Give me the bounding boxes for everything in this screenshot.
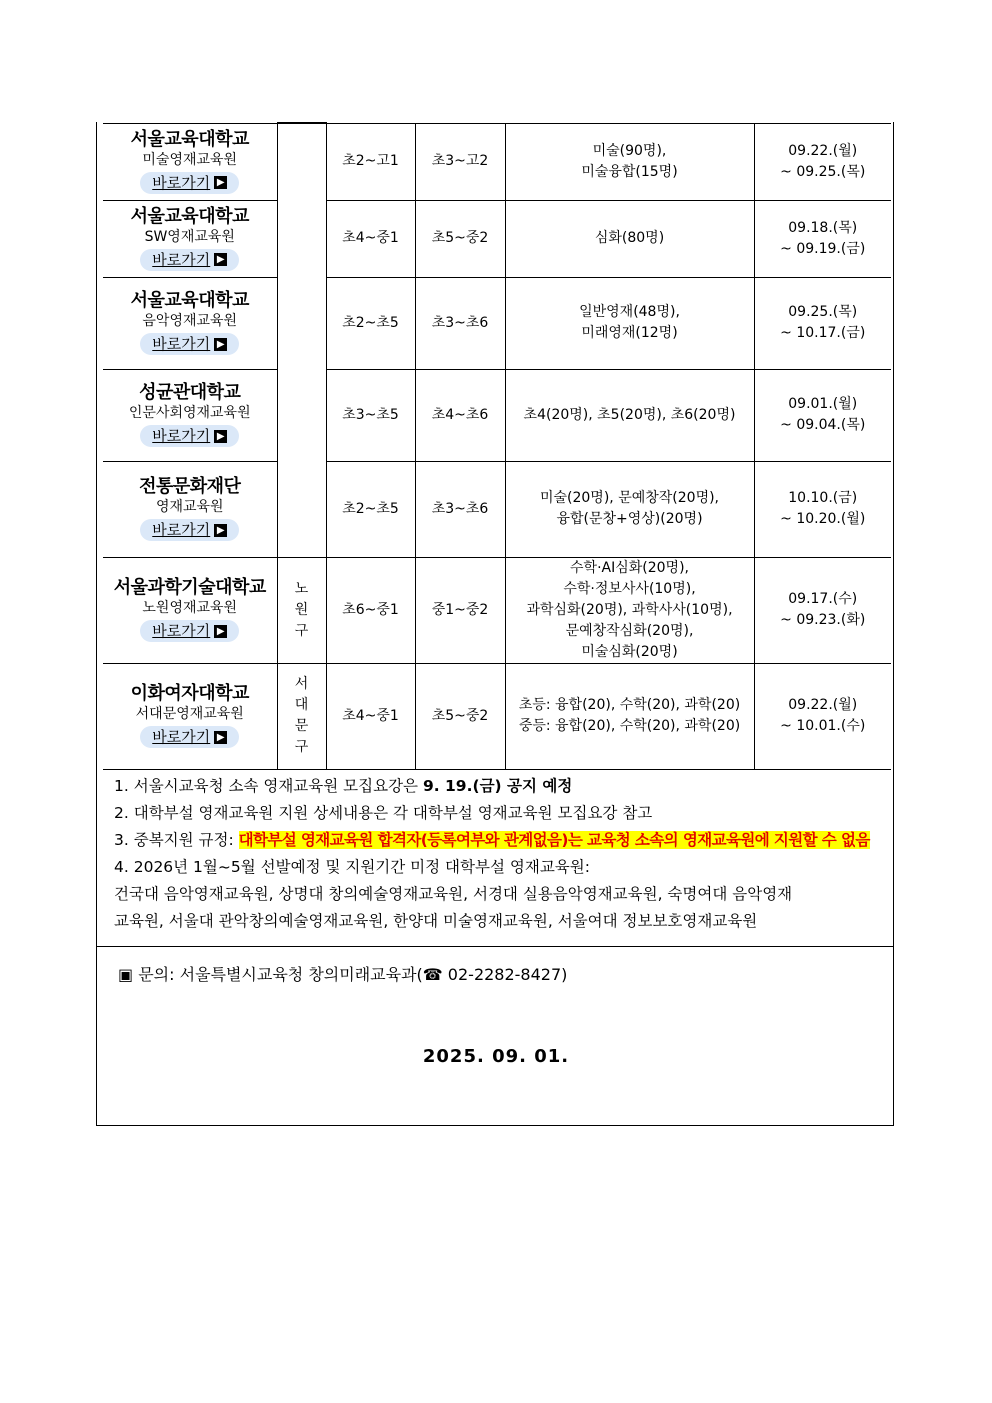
contact-line: [118, 962, 567, 985]
institution-name: 전통문화재단: [139, 476, 241, 497]
period-cell: [754, 461, 891, 557]
grade-current: 초3~초5: [326, 369, 415, 461]
period-cell: [754, 200, 891, 277]
institution-cell: [103, 663, 277, 769]
region-char: 서: [294, 676, 309, 692]
fields-cell: [505, 461, 754, 557]
region-cell: [277, 557, 326, 663]
fields-cell: [505, 123, 754, 200]
arrow-right-box-icon: ▶: [214, 731, 227, 744]
note-text: 1. 서울시교육청 소속 영재교육원 모집요강은: [114, 777, 423, 795]
fields-cell: [505, 277, 754, 369]
period-cell: [754, 557, 891, 663]
grade-current: 초6~중1: [326, 557, 415, 663]
field-line: 미술융합(15명): [581, 163, 678, 180]
arrow-right-box-icon: ▶: [214, 176, 227, 189]
period-cell: [754, 123, 891, 200]
grade-current: 초2~초5: [326, 461, 415, 557]
institution-name: 서울교육대학교: [130, 205, 249, 227]
grade-next: 초5~중2: [415, 663, 505, 769]
table-row: [103, 369, 891, 461]
period-start: 09.18.(목): [788, 219, 858, 236]
go-button[interactable]: [140, 333, 239, 355]
go-button[interactable]: [140, 726, 239, 748]
fields-cell: [505, 369, 754, 461]
period-end: ~ 10.01.(수): [780, 718, 866, 734]
field-line: 미술심화(20명): [581, 643, 678, 660]
institution-subtitle: 인문사회영재교육원: [128, 405, 251, 421]
square-bullet-icon: ▣: [118, 965, 134, 984]
note-1: [114, 773, 884, 800]
institution-name: 서울교육대학교: [130, 290, 249, 311]
go-button[interactable]: [140, 620, 239, 642]
grade-next: 초4~초6: [415, 369, 505, 461]
grade-current: 초2~고1: [326, 123, 415, 200]
go-button-label: 바로가기: [152, 521, 211, 539]
grade-next: 초3~고2: [415, 123, 505, 200]
region-char: 대: [294, 697, 309, 713]
table-row: [103, 200, 891, 277]
arrow-right-box-icon: ▶: [214, 253, 227, 266]
go-button-label: 바로가기: [152, 427, 211, 445]
grade-current: 초4~중1: [326, 200, 415, 277]
table-row: [103, 461, 891, 557]
period-end: ~ 10.17.(금): [780, 325, 866, 341]
go-button-label: 바로가기: [152, 250, 211, 269]
note-4: 4. 2026년 1월~5월 선발예정 및 지원기간 미정 대학부설 영재교육원:: [114, 858, 590, 876]
table-row: [103, 663, 891, 769]
grade-next: 초5~중2: [415, 200, 505, 277]
period-cell: [754, 369, 891, 461]
institution-cell: [103, 369, 277, 461]
period-end: ~ 09.25.(목): [780, 163, 866, 180]
table-row: [103, 123, 891, 200]
fields-cell: [505, 663, 754, 769]
go-button[interactable]: [140, 425, 239, 447]
period-start: 09.22.(월): [788, 697, 858, 713]
period-end: ~ 10.20.(월): [780, 511, 866, 527]
period-start: 09.25.(목): [788, 304, 858, 320]
institution-subtitle: 음악영재교육원: [142, 313, 238, 329]
field-line: 미술(20명), 문예창작(20명),: [539, 490, 720, 506]
note-4-line2: 건국대 음악영재교육원, 상명대 창의예술영재교육원, 서경대 실용음악영재교육원, 숙명여대 음악영재: [114, 885, 793, 903]
institution-cell: [103, 200, 277, 277]
field-line: 문예창작심화(20명),: [565, 622, 694, 639]
phone-icon: ☎: [422, 965, 443, 984]
document-date: 2025. 09. 01.: [422, 1046, 570, 1067]
note-3: [114, 827, 884, 854]
go-button[interactable]: [140, 172, 239, 194]
period-start: 09.22.(월): [788, 142, 858, 159]
field-line: 미술(90명),: [592, 142, 667, 159]
grade-current: 초4~중1: [326, 663, 415, 769]
period-end: ~ 09.04.(목): [780, 417, 866, 433]
institution-cell: [103, 557, 277, 663]
table-row: [103, 277, 891, 369]
region-char: 구: [294, 739, 309, 755]
field-line: 초4(20명), 초5(20명), 초6(20명): [523, 406, 736, 423]
period-start: 09.17.(수): [788, 591, 858, 607]
grade-current: 초2~초5: [326, 277, 415, 369]
institution-name: 서울교육대학교: [130, 128, 249, 150]
note-emphasis: 9. 19.(금) 공지 예정: [422, 777, 573, 795]
arrow-right-box-icon: ▶: [214, 338, 227, 351]
region-cell-empty: [277, 123, 326, 557]
field-line: 일반영재(48명),: [579, 304, 680, 320]
note-4-line3: 교육원, 서울대 관악창의예술영재교육원, 한양대 미술영재교육원, 서울여대 정보보호영재교육원: [114, 912, 758, 930]
institution-cell: [103, 461, 277, 557]
go-button-label: 바로가기: [152, 728, 211, 746]
notes-section: [96, 767, 894, 947]
field-line: 수학·AI심화(20명),: [570, 559, 689, 576]
institution-cell: [103, 277, 277, 369]
field-line: 수학·정보사사(10명),: [563, 580, 696, 597]
region-char: 원: [294, 601, 309, 618]
go-button-label: 바로가기: [152, 622, 211, 640]
note-highlight: 대학부설 영재교육원 합격자(등록여부와 관계없음)는 교육청 소속의 영재교육원에 지원할 수 없음: [238, 831, 870, 849]
contact-phone: 02-2282-8427): [442, 965, 568, 984]
period-end: ~ 09.23.(화): [780, 612, 866, 628]
institution-subtitle: 노원영재교육원: [142, 600, 238, 616]
arrow-right-box-icon: ▶: [214, 524, 227, 537]
grade-next: 중1~중2: [415, 557, 505, 663]
period-start: 10.10.(금): [788, 490, 858, 506]
institution-name: 성균관대학교: [139, 382, 241, 403]
region-char: 문: [294, 718, 309, 734]
period-start: 09.01.(월): [788, 396, 858, 412]
period-end: ~ 09.19.(금): [780, 240, 866, 257]
institution-subtitle: SW영재교육원: [144, 228, 235, 245]
arrow-right-box-icon: ▶: [214, 625, 227, 638]
grade-next: 초3~초6: [415, 277, 505, 369]
field-line: 심화(80명): [594, 230, 665, 246]
field-line: 초등: 융합(20), 수학(20), 과학(20): [518, 697, 741, 713]
institution-subtitle: 서대문영재교육원: [135, 706, 244, 722]
fields-cell: [505, 200, 754, 277]
go-button-label: 바로가기: [152, 173, 211, 192]
institution-table: [103, 122, 891, 770]
fields-cell: [505, 557, 754, 663]
field-line: 미래영재(12명): [581, 325, 678, 341]
contact-label: 문의: 서울특별시교육청 창의미래교육과(: [138, 965, 423, 984]
field-line: 중등: 융합(20), 수학(20), 과학(20): [518, 718, 741, 734]
go-button[interactable]: [140, 519, 239, 541]
go-button-label: 바로가기: [152, 335, 211, 353]
table-row: [103, 557, 891, 663]
field-line: 과학심화(20명), 과학사사(10명),: [526, 601, 733, 618]
period-cell: [754, 663, 891, 769]
period-cell: [754, 277, 891, 369]
institution-subtitle: 미술영재교육원: [142, 151, 238, 168]
institution-name: 이화여자대학교: [130, 683, 249, 704]
institution-subtitle: 영재교육원: [155, 499, 224, 515]
region-cell: [277, 663, 326, 769]
go-button[interactable]: [140, 249, 239, 271]
note-2: 2. 대학부설 영재교육원 지원 상세내용은 각 대학부설 영재교육원 모집요강 참고: [114, 804, 653, 822]
institution-name: 서울과학기술대학교: [113, 577, 266, 598]
region-char: 노: [294, 580, 309, 597]
arrow-right-box-icon: ▶: [214, 430, 227, 443]
note-text: 3. 중복지원 규정:: [114, 831, 239, 849]
grade-next: 초3~초6: [415, 461, 505, 557]
institution-cell: [103, 123, 277, 200]
region-char: 구: [294, 622, 309, 639]
field-line: 융합(문창+영상)(20명): [556, 511, 703, 527]
